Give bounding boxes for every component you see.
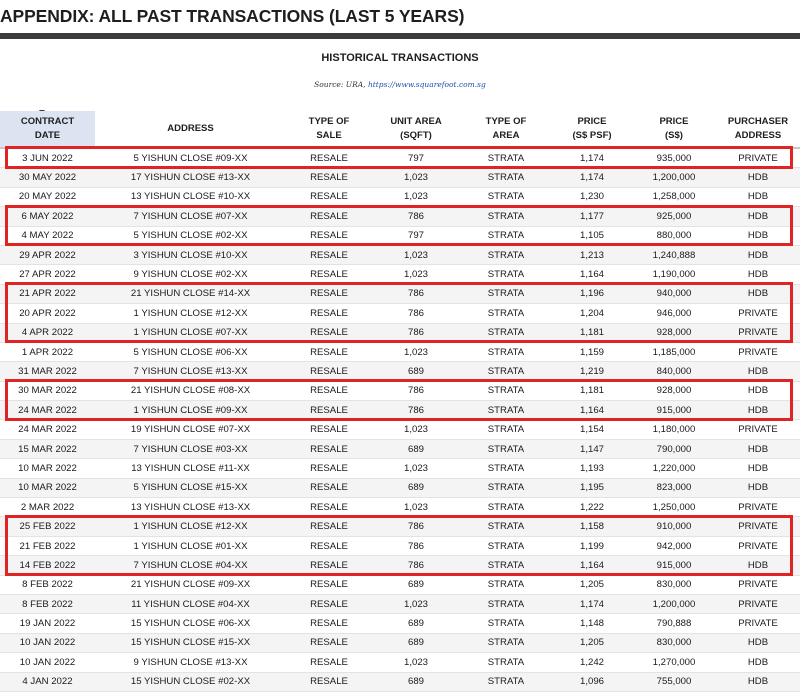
cell-price-psf: 1,148 [552,614,632,633]
table-row[interactable] [0,614,800,633]
cell-address: 11 YISHUN CLOSE #04-XX [95,594,286,613]
cell-purchaser-address: HDB [716,672,800,691]
cell-type-of-area: STRATA [460,401,552,420]
cell-address: 7 YISHUN CLOSE #07-XX [95,207,286,226]
cell-purchaser-address: HDB [716,556,800,575]
cell-price-psf: 1,230 [552,187,632,206]
cell-contract-date: 21 APR 2022 [0,284,95,303]
table-row[interactable] [0,245,800,264]
table-row[interactable] [0,265,800,284]
cell-price-psf: 1,199 [552,536,632,555]
source-note [0,80,800,89]
cell-type-of-area: STRATA [460,556,552,575]
cell-type-of-sale: RESALE [286,245,372,264]
cell-purchaser-address: HDB [716,401,800,420]
cell-unit-area: 786 [372,401,460,420]
cell-type-of-area: STRATA [460,517,552,536]
cell-type-of-sale: RESALE [286,265,372,284]
source-link[interactable]: https://www.squarefoot.com.sg [367,80,486,89]
cell-address: 7 YISHUN CLOSE #03-XX [95,439,286,458]
cell-purchaser-address: HDB [716,168,800,187]
cell-price: 830,000 [632,575,716,594]
cell-contract-date: 29 APR 2022 [0,245,95,264]
cell-unit-area: 797 [372,148,460,168]
cell-price-psf: 1,105 [552,226,632,245]
cell-price: 1,190,000 [632,265,716,284]
cell-type-of-sale: RESALE [286,362,372,381]
cell-price: 935,000 [632,148,716,168]
cell-purchaser-address: PRIVATE [716,594,800,613]
cell-price: 925,000 [632,207,716,226]
cell-price: 940,000 [632,284,716,303]
cell-price: 1,240,888 [632,245,716,264]
table-row[interactable] [0,342,800,361]
header-price-psf[interactable]: PRICE (S$ PSF) [552,111,632,148]
table-row[interactable] [0,439,800,458]
cell-address: 13 YISHUN CLOSE #10-XX [95,187,286,206]
cell-type-of-area: STRATA [460,148,552,168]
cell-type-of-sale: RESALE [286,148,372,168]
cell-address: 5 YISHUN CLOSE #06-XX [95,342,286,361]
cell-type-of-area: STRATA [460,265,552,284]
cell-contract-date: 4 APR 2022 [0,323,95,342]
table-row[interactable] [0,633,800,652]
cell-type-of-area: STRATA [460,594,552,613]
table-row[interactable] [0,556,800,575]
cell-price-psf: 1,147 [552,439,632,458]
cell-address: 17 YISHUN CLOSE #13-XX [95,168,286,187]
cell-contract-date: 4 MAY 2022 [0,226,95,245]
header-price[interactable]: PRICE (S$) [632,111,716,148]
cell-type-of-sale: RESALE [286,653,372,672]
cell-unit-area: 786 [372,323,460,342]
cell-price: 790,000 [632,439,716,458]
table-row[interactable] [0,401,800,420]
cell-address: 15 YISHUN CLOSE #02-XX [95,672,286,691]
table-row[interactable] [0,148,800,168]
cell-type-of-sale: RESALE [286,187,372,206]
table-row[interactable] [0,381,800,400]
cell-purchaser-address: HDB [716,187,800,206]
cell-price-psf: 1,195 [552,478,632,497]
cell-purchaser-address: HDB [716,459,800,478]
table-row[interactable] [0,517,800,536]
cell-type-of-sale: RESALE [286,478,372,497]
cell-contract-date: 4 JAN 2022 [0,672,95,691]
cell-address: 9 YISHUN CLOSE #13-XX [95,653,286,672]
cell-contract-date: 8 FEB 2022 [0,594,95,613]
cell-type-of-area: STRATA [460,439,552,458]
cell-unit-area: 786 [372,304,460,323]
cell-purchaser-address: HDB [716,653,800,672]
cell-type-of-sale: RESALE [286,672,372,691]
cell-address: 19 YISHUN CLOSE #07-XX [95,420,286,439]
cell-type-of-sale: RESALE [286,575,372,594]
cell-contract-date: 19 JAN 2022 [0,614,95,633]
cell-price-psf: 1,158 [552,517,632,536]
cell-price: 823,000 [632,478,716,497]
cell-type-of-sale: RESALE [286,420,372,439]
cell-type-of-area: STRATA [460,304,552,323]
cell-unit-area: 1,023 [372,245,460,264]
cell-type-of-area: STRATA [460,575,552,594]
cell-contract-date: 24 MAR 2022 [0,420,95,439]
table-row[interactable] [0,672,800,691]
cell-purchaser-address: HDB [716,284,800,303]
cell-type-of-sale: RESALE [286,614,372,633]
cell-price-psf: 1,242 [552,653,632,672]
cell-type-of-sale: RESALE [286,401,372,420]
cell-type-of-sale: RESALE [286,633,372,652]
cell-type-of-sale: RESALE [286,207,372,226]
cell-address: 21 YISHUN CLOSE #08-XX [95,381,286,400]
cell-unit-area: 1,023 [372,594,460,613]
table-row[interactable] [0,536,800,555]
transactions-table [0,111,800,692]
cell-unit-area: 786 [372,381,460,400]
cell-purchaser-address: PRIVATE [716,517,800,536]
cell-type-of-sale: RESALE [286,536,372,555]
cell-unit-area: 689 [372,614,460,633]
cell-address: 21 YISHUN CLOSE #14-XX [95,284,286,303]
cell-address: 5 YISHUN CLOSE #09-XX [95,148,286,168]
cell-purchaser-address: PRIVATE [716,498,800,517]
cell-price: 1,220,000 [632,459,716,478]
cell-type-of-sale: RESALE [286,381,372,400]
cell-price-psf: 1,193 [552,459,632,478]
cell-address: 1 YISHUN CLOSE #07-XX [95,323,286,342]
cell-type-of-area: STRATA [460,342,552,361]
cell-type-of-sale: RESALE [286,517,372,536]
cell-unit-area: 689 [372,633,460,652]
cell-contract-date: 30 MAY 2022 [0,168,95,187]
cell-unit-area: 1,023 [372,168,460,187]
cell-type-of-area: STRATA [460,498,552,517]
cell-price: 910,000 [632,517,716,536]
cell-price-psf: 1,196 [552,284,632,303]
table-row[interactable] [0,478,800,497]
cell-address: 15 YISHUN CLOSE #06-XX [95,614,286,633]
cell-contract-date: 20 MAY 2022 [0,187,95,206]
cell-type-of-sale: RESALE [286,168,372,187]
cell-unit-area: 1,023 [372,459,460,478]
cell-type-of-area: STRATA [460,478,552,497]
cell-price-psf: 1,154 [552,420,632,439]
table-row[interactable] [0,226,800,245]
cell-price: 1,250,000 [632,498,716,517]
cell-unit-area: 786 [372,284,460,303]
cell-contract-date: 1 APR 2022 [0,342,95,361]
cell-address: 9 YISHUN CLOSE #02-XX [95,265,286,284]
header-contract-date[interactable]: CONTRACT DATE [0,111,95,148]
cell-address: 13 YISHUN CLOSE #13-XX [95,498,286,517]
page-title: APPENDIX: ALL PAST TRANSACTIONS (LAST 5 YEARS) [0,6,465,26]
cell-price: 915,000 [632,556,716,575]
cell-type-of-sale: RESALE [286,323,372,342]
cell-price: 1,258,000 [632,187,716,206]
cell-type-of-area: STRATA [460,653,552,672]
cell-unit-area: 689 [372,575,460,594]
cell-type-of-area: STRATA [460,284,552,303]
cell-purchaser-address: HDB [716,265,800,284]
cell-unit-area: 786 [372,556,460,575]
cell-contract-date: 20 APR 2022 [0,304,95,323]
cell-unit-area: 689 [372,478,460,497]
cell-contract-date: 8 FEB 2022 [0,575,95,594]
cell-type-of-area: STRATA [460,362,552,381]
table-row[interactable] [0,207,800,226]
cell-price: 830,000 [632,633,716,652]
cell-unit-area: 786 [372,536,460,555]
cell-purchaser-address: PRIVATE [716,304,800,323]
cell-price: 1,200,000 [632,168,716,187]
cell-price: 840,000 [632,362,716,381]
cell-address: 13 YISHUN CLOSE #11-XX [95,459,286,478]
table-row[interactable] [0,594,800,613]
title-divider [0,33,800,39]
cell-contract-date: 24 MAR 2022 [0,401,95,420]
cell-purchaser-address: HDB [716,245,800,264]
cell-unit-area: 689 [372,362,460,381]
table-row[interactable] [0,362,800,381]
cell-unit-area: 786 [372,207,460,226]
cell-type-of-sale: RESALE [286,498,372,517]
cell-address: 15 YISHUN CLOSE #15-XX [95,633,286,652]
cell-price-psf: 1,177 [552,207,632,226]
table-row[interactable] [0,498,800,517]
table-row[interactable] [0,187,800,206]
cell-price-psf: 1,222 [552,498,632,517]
cell-type-of-area: STRATA [460,226,552,245]
cell-price: 1,180,000 [632,420,716,439]
cell-address: 7 YISHUN CLOSE #13-XX [95,362,286,381]
cell-price: 946,000 [632,304,716,323]
cell-purchaser-address: HDB [716,381,800,400]
cell-purchaser-address: PRIVATE [716,148,800,168]
cell-price-psf: 1,205 [552,633,632,652]
cell-contract-date: 10 MAR 2022 [0,459,95,478]
cell-type-of-area: STRATA [460,187,552,206]
transactions-body [0,148,800,691]
source-label: Source: URA, [314,80,366,89]
cell-price-psf: 1,213 [552,245,632,264]
cell-unit-area: 1,023 [372,498,460,517]
cell-price-psf: 1,164 [552,556,632,575]
cell-type-of-area: STRATA [460,207,552,226]
cell-price-psf: 1,164 [552,401,632,420]
cell-price: 1,270,000 [632,653,716,672]
cell-price: 928,000 [632,323,716,342]
cell-contract-date: 21 FEB 2022 [0,536,95,555]
cell-type-of-sale: RESALE [286,556,372,575]
cell-unit-area: 786 [372,517,460,536]
cell-unit-area: 689 [372,672,460,691]
cell-purchaser-address: HDB [716,633,800,652]
header-purchaser-address[interactable]: PURCHASER ADDRESS [716,111,800,148]
cell-price: 1,200,000 [632,594,716,613]
cell-contract-date: 10 JAN 2022 [0,653,95,672]
cell-price: 790,888 [632,614,716,633]
cell-type-of-sale: RESALE [286,342,372,361]
cell-contract-date: 27 APR 2022 [0,265,95,284]
cell-price: 1,185,000 [632,342,716,361]
table-header-row [0,111,800,148]
table-row[interactable] [0,304,800,323]
cell-unit-area: 1,023 [372,342,460,361]
cell-address: 5 YISHUN CLOSE #02-XX [95,226,286,245]
cell-price-psf: 1,174 [552,148,632,168]
cell-address: 1 YISHUN CLOSE #12-XX [95,517,286,536]
cell-unit-area: 1,023 [372,420,460,439]
cell-unit-area: 689 [372,439,460,458]
cell-price: 755,000 [632,672,716,691]
cell-address: 1 YISHUN CLOSE #09-XX [95,401,286,420]
cell-type-of-area: STRATA [460,381,552,400]
cell-price-psf: 1,159 [552,342,632,361]
cell-type-of-sale: RESALE [286,459,372,478]
table-row[interactable] [0,420,800,439]
cell-type-of-area: STRATA [460,536,552,555]
cell-address: 1 YISHUN CLOSE #12-XX [95,304,286,323]
cell-contract-date: 15 MAR 2022 [0,439,95,458]
cell-type-of-area: STRATA [460,633,552,652]
cell-price-psf: 1,219 [552,362,632,381]
cell-contract-date: 10 MAR 2022 [0,478,95,497]
header-type-of-area[interactable]: TYPE OF AREA [460,111,552,148]
header-address[interactable]: ADDRESS [95,111,286,148]
cell-price: 880,000 [632,226,716,245]
cell-contract-date: 31 MAR 2022 [0,362,95,381]
cell-purchaser-address: HDB [716,439,800,458]
cell-address: 3 YISHUN CLOSE #10-XX [95,245,286,264]
cell-type-of-area: STRATA [460,420,552,439]
cell-purchaser-address: HDB [716,226,800,245]
cell-contract-date: 10 JAN 2022 [0,633,95,652]
cell-contract-date: 6 MAY 2022 [0,207,95,226]
cell-type-of-area: STRATA [460,168,552,187]
cell-contract-date: 30 MAR 2022 [0,381,95,400]
table-row[interactable] [0,168,800,187]
cell-address: 21 YISHUN CLOSE #09-XX [95,575,286,594]
table-row[interactable] [0,575,800,594]
cell-purchaser-address: HDB [716,362,800,381]
cell-unit-area: 797 [372,226,460,245]
table-row[interactable] [0,323,800,342]
cell-type-of-area: STRATA [460,672,552,691]
cell-address: 7 YISHUN CLOSE #04-XX [95,556,286,575]
cell-purchaser-address: HDB [716,207,800,226]
cell-purchaser-address: PRIVATE [716,614,800,633]
cell-purchaser-address: PRIVATE [716,575,800,594]
header-unit-area[interactable]: UNIT AREA (SQFT) [372,111,460,148]
cell-price-psf: 1,096 [552,672,632,691]
cell-unit-area: 1,023 [372,187,460,206]
cell-type-of-sale: RESALE [286,226,372,245]
cell-unit-area: 1,023 [372,265,460,284]
cell-type-of-sale: RESALE [286,284,372,303]
cell-purchaser-address: PRIVATE [716,420,800,439]
cell-price-psf: 1,205 [552,575,632,594]
table-row[interactable] [0,284,800,303]
cell-price: 928,000 [632,381,716,400]
cell-price-psf: 1,204 [552,304,632,323]
cell-contract-date: 25 FEB 2022 [0,517,95,536]
cell-price-psf: 1,181 [552,323,632,342]
cell-contract-date: 3 JUN 2022 [0,148,95,168]
cell-contract-date: 14 FEB 2022 [0,556,95,575]
cell-type-of-area: STRATA [460,614,552,633]
cell-type-of-area: STRATA [460,459,552,478]
cell-price-psf: 1,174 [552,594,632,613]
cell-purchaser-address: HDB [716,478,800,497]
cell-type-of-sale: RESALE [286,594,372,613]
cell-purchaser-address: PRIVATE [716,536,800,555]
cell-type-of-sale: RESALE [286,439,372,458]
cell-price: 915,000 [632,401,716,420]
header-type-of-sale[interactable]: TYPE OF SALE [286,111,372,148]
cell-price-psf: 1,164 [552,265,632,284]
cell-type-of-sale: RESALE [286,304,372,323]
cell-purchaser-address: PRIVATE [716,323,800,342]
cell-type-of-area: STRATA [460,245,552,264]
cell-unit-area: 1,023 [372,653,460,672]
table-row[interactable] [0,653,800,672]
table-heading: HISTORICAL TRANSACTIONS [321,52,479,64]
cell-price-psf: 1,174 [552,168,632,187]
cell-price-psf: 1,181 [552,381,632,400]
cell-price: 942,000 [632,536,716,555]
cell-purchaser-address: PRIVATE [716,342,800,361]
table-row[interactable] [0,459,800,478]
cell-type-of-area: STRATA [460,323,552,342]
cell-address: 1 YISHUN CLOSE #01-XX [95,536,286,555]
cell-address: 5 YISHUN CLOSE #15-XX [95,478,286,497]
cell-contract-date: 2 MAR 2022 [0,498,95,517]
